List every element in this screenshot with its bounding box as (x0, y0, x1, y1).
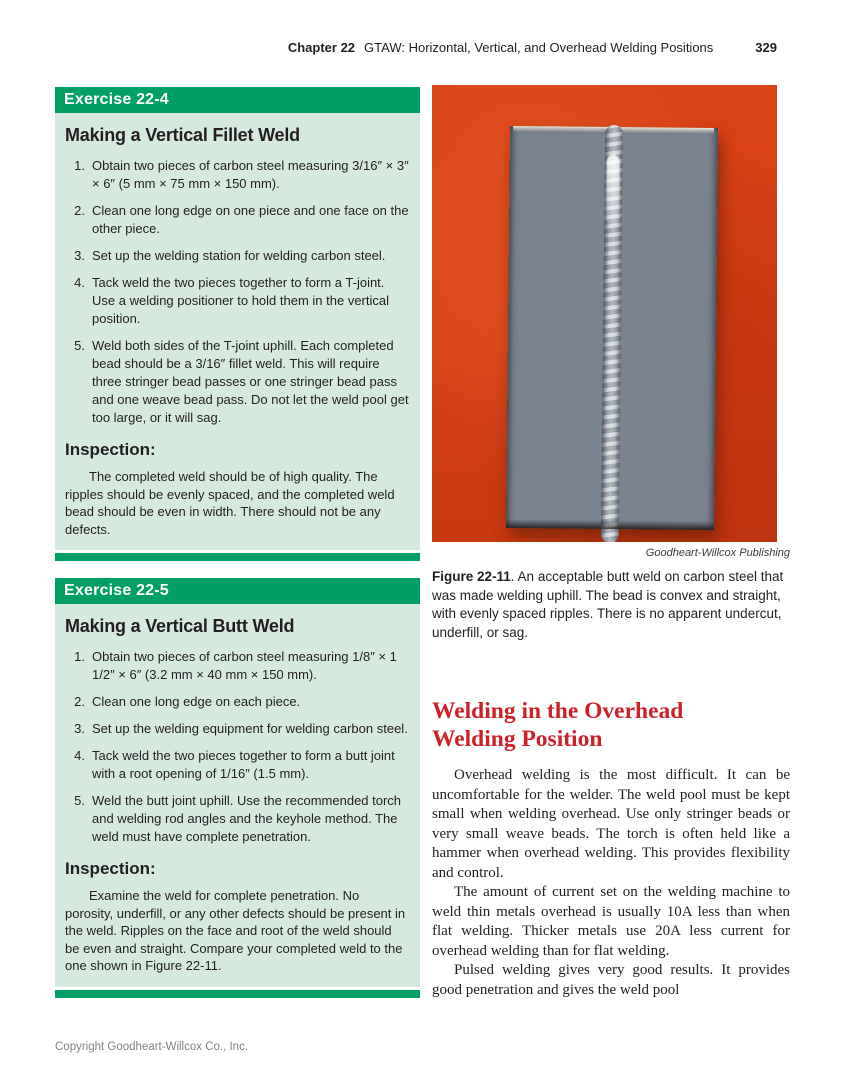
chapter-label: Chapter 22 (287, 40, 356, 55)
overhead-welding-section (432, 697, 790, 1000)
figure-label: Figure 22-11 (432, 569, 511, 584)
exercise-box-22-5 (55, 578, 420, 998)
step-text: Weld both sides of the T-joint uphill. Each completed bead should be a 3/16″ fillet weld. This will require three stringer bead passes or one stringer bead pass and one weave bead pass. Do not let the weld pool get too large, or it will sag. (92, 338, 409, 425)
exercise-body (55, 113, 420, 550)
figure-caption (432, 568, 790, 642)
exercise-title: Making a Vertical Fillet Weld (65, 125, 300, 145)
step-number: 3. (74, 721, 85, 736)
exercise-box-22-4 (55, 87, 420, 561)
figure-22-11 (432, 85, 790, 642)
step-item (65, 274, 409, 328)
step-item (65, 693, 409, 711)
step-item (65, 247, 409, 265)
exercise-bottom-bar (55, 553, 420, 561)
step-number: 2. (74, 203, 85, 218)
photo-credit: Goodheart-Willcox Publishing (645, 547, 790, 559)
exercise-bottom-bar (55, 990, 420, 998)
section-heading: Welding in the Overhead Welding Position (432, 698, 684, 752)
step-item (65, 157, 409, 193)
body-paragraph: Pulsed welding gives very good results. It provides good penetration and gives the weld pool (432, 962, 790, 998)
step-text: Clean one long edge on each piece. (92, 694, 301, 709)
weld-glint (606, 155, 620, 225)
inspection-text: The completed weld should be of high quality. The ripples should be evenly spaced, and the completed weld bead should be even in width. There should not be any defects. (65, 469, 395, 537)
step-text: Obtain two pieces of carbon steel measuring 1/8″ × 1 1/2″ × 6″ (3.2 mm × 40 mm × 150 mm). (92, 649, 397, 682)
step-text: Tack weld the two pieces together to form a T-joint. Use a welding positioner to hold them in the vertical position. (92, 275, 389, 326)
step-number: 2. (74, 694, 85, 709)
step-text: Obtain two pieces of carbon steel measuring 3/16″ × 3″ × 6″ (5 mm × 75 mm × 150 mm). (92, 158, 409, 191)
step-text: Clean one long edge on one piece and one face on the other piece. (92, 203, 409, 236)
step-number: 3. (74, 248, 85, 263)
step-text: Weld the butt joint uphill. Use the recommended torch and welding rod angles and the keyhole method. The weld must have complete penetration. (92, 793, 402, 844)
inspection-text: Examine the weld for complete penetration. No porosity, underfill, or any other defects should be present in the weld. Ripples on the face and root of the weld should be even and straight. Compare your completed weld to the one shown in Figure 22-11. (65, 888, 406, 973)
exercise-title: Making a Vertical Butt Weld (65, 616, 295, 636)
step-list (65, 157, 409, 427)
step-text: Tack weld the two pieces together to form a butt joint with a root opening of 1/16″ (1.5 mm). (92, 748, 395, 781)
step-item (65, 202, 409, 238)
steel-plate (506, 126, 718, 530)
step-number: 5. (74, 793, 85, 808)
step-item (65, 337, 409, 427)
inspection-heading: Inspection: (65, 859, 156, 878)
page-number: 329 (755, 40, 777, 55)
step-number: 4. (74, 275, 85, 290)
step-number: 4. (74, 748, 85, 763)
step-text: Set up the welding station for welding carbon steel. (92, 248, 386, 263)
copyright-footer: Copyright Goodheart-Willcox Co., Inc. (55, 1041, 249, 1053)
step-list (65, 648, 409, 846)
step-text: Set up the welding equipment for welding carbon steel. (92, 721, 408, 736)
plate-bottom-edge (506, 519, 714, 530)
step-number: 1. (74, 649, 85, 664)
step-item (65, 792, 409, 846)
figure-caption-text: . An acceptable butt weld on carbon steel that was made welding uphill. The bead is convex and straight, with evenly spaced ripples. There is no apparent undercut, underfill, or sag. (432, 569, 784, 640)
step-item (65, 720, 409, 738)
step-number: 5. (74, 338, 85, 353)
exercise-header-bar: Exercise 22-5 (55, 578, 420, 604)
step-item (65, 747, 409, 783)
exercise-body (55, 604, 420, 987)
exercise-header-bar: Exercise 22-4 (55, 87, 420, 113)
weld-photo (432, 85, 777, 542)
page-header (55, 40, 777, 55)
step-item (65, 648, 409, 684)
body-paragraph: The amount of current set on the welding machine to weld thin metals overhead is usually 10A less than when flat welding. Thicker metals use 20A less current for overhead welding than for flat welding. (432, 884, 790, 959)
chapter-title: GTAW: Horizontal, Vertical, and Overhead Welding Positions (364, 40, 714, 55)
body-paragraph: Overhead welding is the most difficult. It can be uncomfortable for the welder. The weld pool must be kept small when welding overhead. Use only stringer beads or very small weave beads. The torch is often held like a hammer when overhead welding. This provides flexibility and control. (432, 767, 790, 881)
inspection-heading: Inspection: (65, 440, 156, 459)
step-number: 1. (74, 158, 85, 173)
